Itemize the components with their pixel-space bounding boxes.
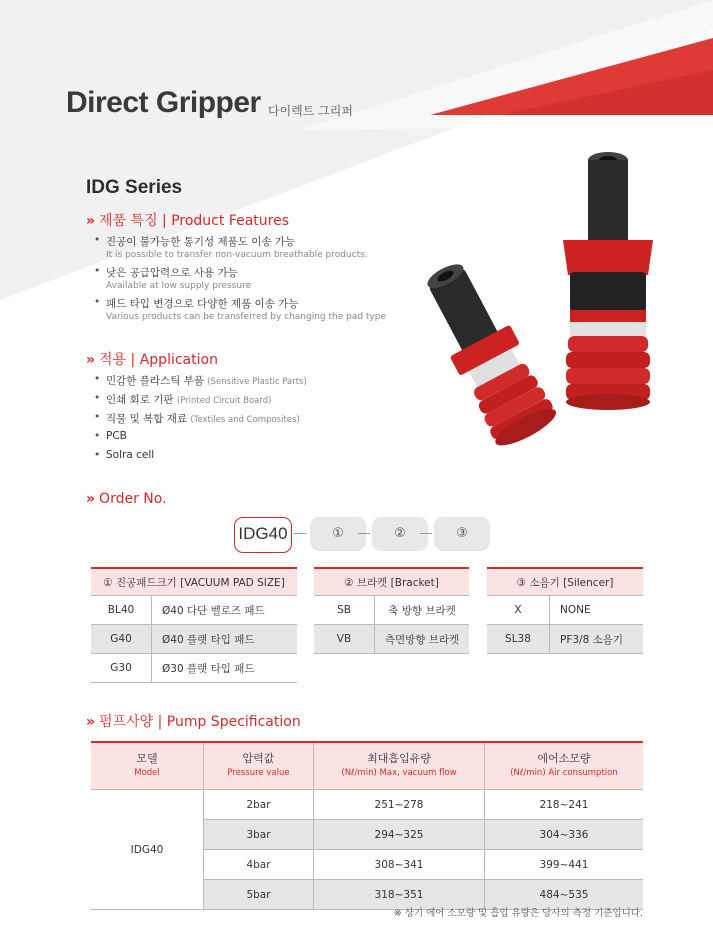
list-item: • Solra cell (92, 449, 307, 464)
table-row: G40 Ø40 플랫 타입 패드 (91, 625, 297, 654)
features-list (92, 234, 386, 327)
product-image (412, 152, 653, 452)
column-header: 압력값 Pressure value (204, 742, 314, 790)
chevron-icon: » (86, 714, 96, 730)
application-list (92, 373, 307, 468)
list-item: • 패드 타입 변경으로 다양한 제품 이송 가능 Various products can be transferred by changing the pad type (92, 296, 386, 322)
column-header: 에어소모량 (Nℓ/min) Air consumption (485, 742, 644, 790)
table-row: 3bar 294~325 304~336 (91, 820, 643, 850)
chevron-icon: » (86, 491, 96, 507)
list-item: • 직물 및 복합 재료 (Textiles and Composites) (92, 411, 307, 426)
table-header: ③ 소음기 [Silencer] (487, 568, 643, 596)
table-row: G30 Ø30 플랫 타입 패드 (91, 654, 297, 683)
application-heading: » 적용 | Application (86, 352, 218, 368)
silencer-table (487, 567, 643, 654)
list-item: • 낮은 공급압력으로 사용 가능 Available at low supply pressure (92, 265, 386, 291)
page-title-korean: 다이렉트 그리퍼 (268, 104, 353, 118)
chevron-icon: » (86, 213, 96, 229)
table-row: 4bar 308~341 399~441 (91, 850, 643, 880)
order-dash (420, 533, 432, 534)
footnote: ※ 상기 에어 소모량 및 흡입 유량은 당사의 측정 기준입니다. (393, 908, 643, 919)
table-row: SB 축 방향 브라켓 (314, 596, 469, 625)
model-cell: IDG40 (91, 790, 204, 910)
list-item: • PCB (92, 430, 307, 445)
table-row: VB 측면방향 브라켓 (314, 625, 469, 654)
table-header: ① 진공패드크기 [VACUUM PAD SIZE] (91, 568, 297, 596)
bracket-table (314, 567, 469, 654)
order-model-box: IDG40 (234, 517, 292, 553)
list-item: • 인쇄 회로 기판 (Printed Circuit Board) (92, 392, 307, 407)
table-row: BL40 Ø40 다단 벨로즈 패드 (91, 596, 297, 625)
table-row: SL38 PF3/8 소음기 (487, 625, 643, 654)
list-item: • 진공이 불가능한 통기성 제품도 이송 가능 It is possible to transfer non-vacuum breathable products. (92, 234, 386, 260)
table-row: IDG40 2bar 251~278 218~241 (91, 790, 643, 820)
page-title: Direct Gripper (66, 86, 261, 119)
series-title: IDG Series (86, 177, 183, 198)
pump-heading: » 펌프사양 | Pump Specification (86, 714, 301, 730)
features-heading: » 제품 특징 | Product Features (86, 213, 290, 229)
order-dash (294, 533, 306, 534)
order-dash (358, 533, 370, 534)
table-header: ② 브라켓 [Bracket] (314, 568, 469, 596)
column-header: 모델 Model (91, 742, 204, 790)
chevron-icon: » (86, 352, 96, 368)
pad-size-table (91, 567, 297, 683)
column-header: 최대흡입유량 (Nℓ/min) Max, vacuum flow (314, 742, 485, 790)
table-row: 5bar 318~351 484~535 (91, 880, 643, 910)
order-slot-3: ③ (434, 517, 490, 551)
table-row: X NONE (487, 596, 643, 625)
list-item: • 민감한 플라스틱 부품 (Sensitive Plastic Parts) (92, 373, 307, 388)
pump-spec-table (91, 741, 643, 910)
order-heading: » Order No. (86, 491, 167, 507)
order-slot-2: ② (372, 517, 428, 551)
order-slot-1: ① (310, 517, 366, 551)
